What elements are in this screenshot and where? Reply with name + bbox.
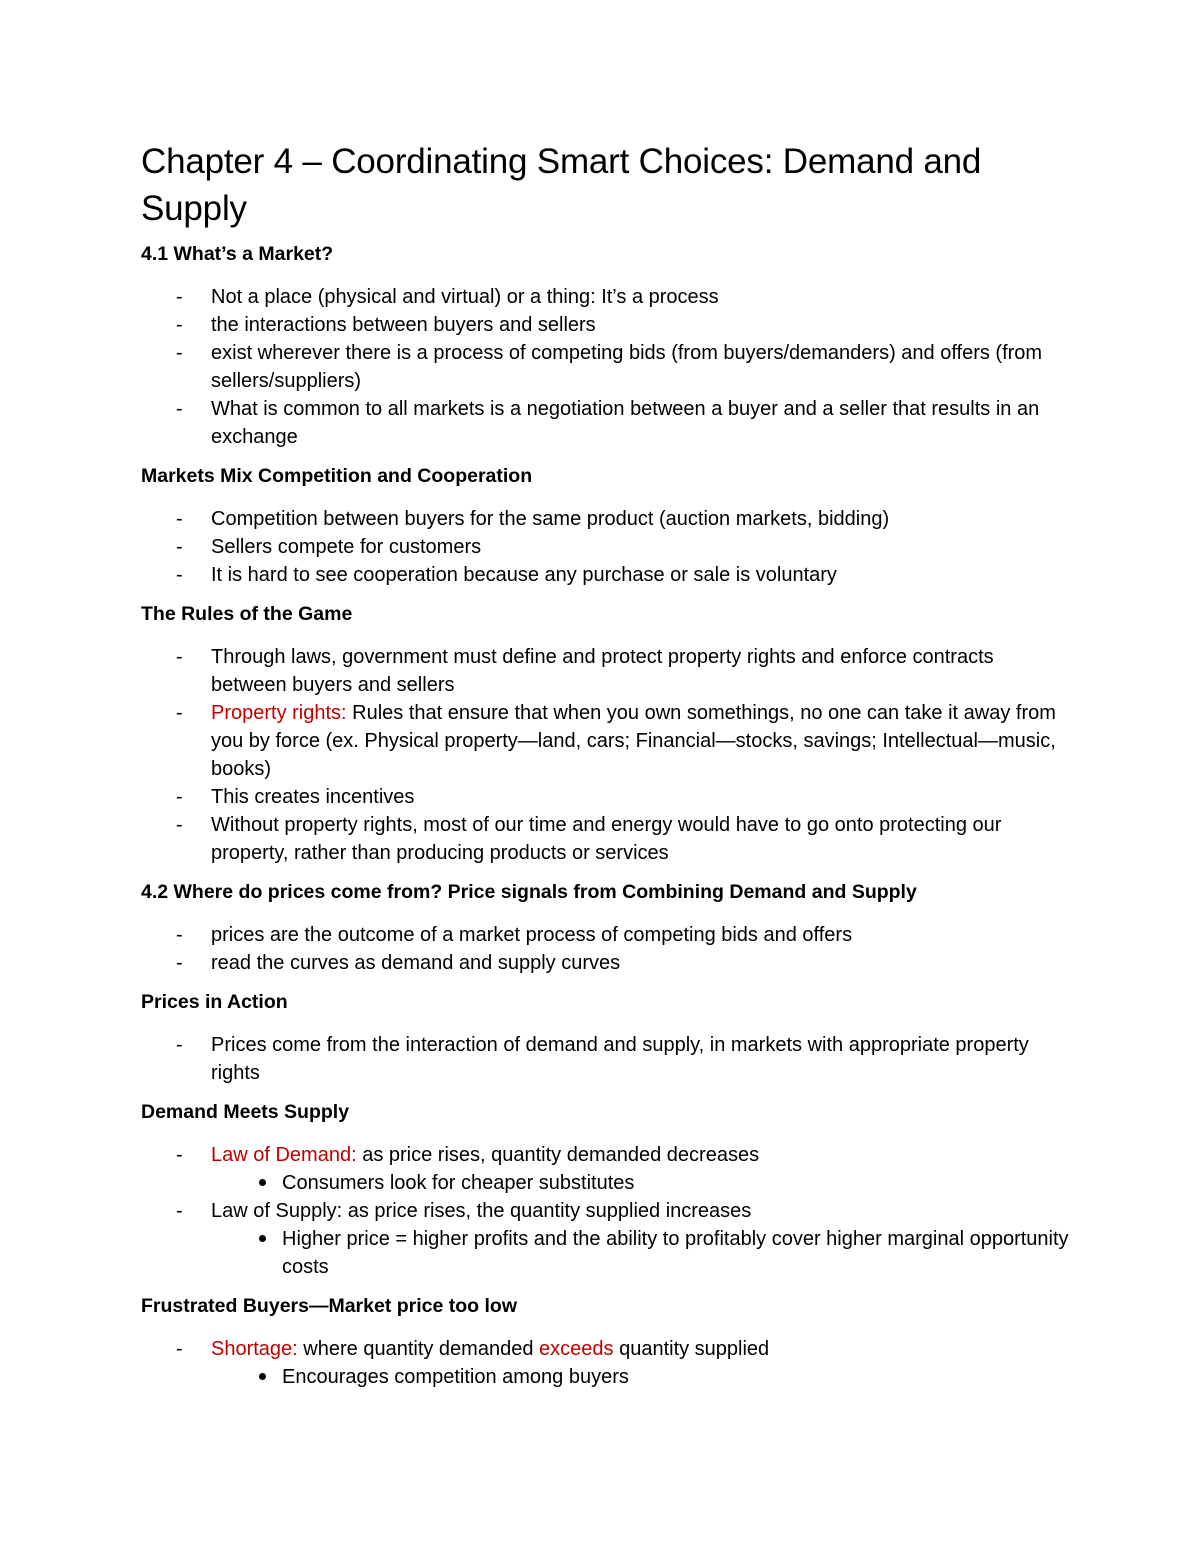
list-item [141,1197,1071,1281]
page-title: Chapter 4 – Coordinating Smart Choices: Demand and Supply [141,142,982,228]
list-item [141,283,1071,311]
list-item [141,339,1071,395]
list-item [141,1335,1071,1391]
document-body [141,241,1071,1391]
list-item [141,395,1071,451]
section-heading: 4.2 Where do prices come from? Price signals from Combining Demand and Supply [141,881,917,903]
item-text: exist wherever there is a process of competing bids (from buyers/demanders) and offers (from sellers/suppliers) [211,342,1043,392]
dash-marker: - [176,398,183,420]
item-text: quantity supplied [613,1338,770,1360]
dash-marker: - [176,536,183,558]
item-text: prices are the outcome of a market process of competing bids and offers [211,924,853,946]
list-item [141,921,1071,949]
dash-list [141,1335,1071,1391]
item-text: read the curves as demand and supply curves [211,952,621,974]
dash-list [141,283,1071,451]
bullet-text: Consumers look for cheaper substitutes [282,1172,635,1194]
dash-list [141,1031,1071,1087]
dash-marker: - [176,646,183,668]
item-text: Sellers compete for customers [211,536,482,558]
item-text: where quantity demanded [297,1338,540,1360]
dash-marker: - [176,952,183,974]
bullet-list [211,1169,1071,1197]
list-item [141,505,1071,533]
list-item [141,561,1071,589]
list-item [141,699,1071,783]
bullet-text: Higher price = higher profits and the ability to profitably cover higher marginal opportunity costs [282,1228,1069,1278]
dash-list [141,643,1071,867]
dash-marker: - [176,814,183,836]
item-text: Prices come from the interaction of demand and supply, in markets with appropriate property rights [211,1034,1029,1084]
item-text: Without property rights, most of our time and energy would have to go onto protecting our property, rather than producing products or services [211,814,1002,864]
bullet-list [211,1363,1071,1391]
dash-list [141,505,1071,589]
dash-marker: - [176,508,183,530]
dash-marker: - [176,286,183,308]
dash-marker: - [176,314,183,336]
list-item [141,1141,1071,1197]
dash-marker: - [176,924,183,946]
list-item [141,811,1071,867]
list-item [141,533,1071,561]
dash-marker: - [176,1034,183,1056]
dash-marker: - [176,1144,183,1166]
term-highlight: Shortage: [211,1338,298,1360]
dash-marker: - [176,1200,183,1222]
bullet-dot-icon [259,1373,266,1380]
bullet-list [211,1225,1071,1281]
list-item [141,783,1071,811]
item-text: the interactions between buyers and sellers [211,314,596,336]
section-heading: Markets Mix Competition and Cooperation [141,465,533,487]
bullet-item [211,1169,1071,1197]
dash-marker: - [176,342,183,364]
bullet-dot-icon [259,1235,266,1242]
section-heading: 4.1 What’s a Market? [141,243,334,265]
section-heading: Prices in Action [141,991,288,1013]
section-heading: The Rules of the Game [141,603,353,625]
item-text: Not a place (physical and virtual) or a thing: It’s a process [211,286,719,308]
list-item [141,1031,1071,1087]
dash-marker: - [176,702,183,724]
item-text: This creates incentives [211,786,415,808]
item-text: It is hard to see cooperation because any purchase or sale is voluntary [211,564,837,586]
bullet-item [211,1225,1071,1281]
item-text: as price rises, quantity demanded decreases [356,1144,760,1166]
item-text: Law of Supply: as price rises, the quantity supplied increases [211,1200,752,1222]
term-highlight: Property rights: [211,702,347,724]
document-page [141,138,1071,1403]
dash-list [141,1141,1071,1281]
item-text: Through laws, government must define and protect property rights and enforce contracts between buyers and sellers [211,646,994,696]
dash-marker: - [176,1338,183,1360]
section-heading: Frustrated Buyers—Market price too low [141,1295,518,1317]
item-text: Competition between buyers for the same product (auction markets, bidding) [211,508,890,530]
item-text: Rules that ensure that when you own somethings, no one can take it away from you by force (ex. Physical property—land, cars; Financial—stocks, savings; Intellectual—music, books) [211,702,1056,780]
bullet-dot-icon [259,1179,266,1186]
section-heading: Demand Meets Supply [141,1101,350,1123]
term-highlight: Law of Demand: [211,1144,357,1166]
list-item [141,949,1071,977]
bullet-item [211,1363,1071,1391]
bullet-text: Encourages competition among buyers [282,1366,629,1388]
dash-list [141,921,1071,977]
item-text: What is common to all markets is a negotiation between a buyer and a seller that results in an exchange [211,398,1040,448]
dash-marker: - [176,786,183,808]
list-item [141,311,1071,339]
list-item [141,643,1071,699]
dash-marker: - [176,564,183,586]
term-highlight: exceeds [539,1338,614,1360]
